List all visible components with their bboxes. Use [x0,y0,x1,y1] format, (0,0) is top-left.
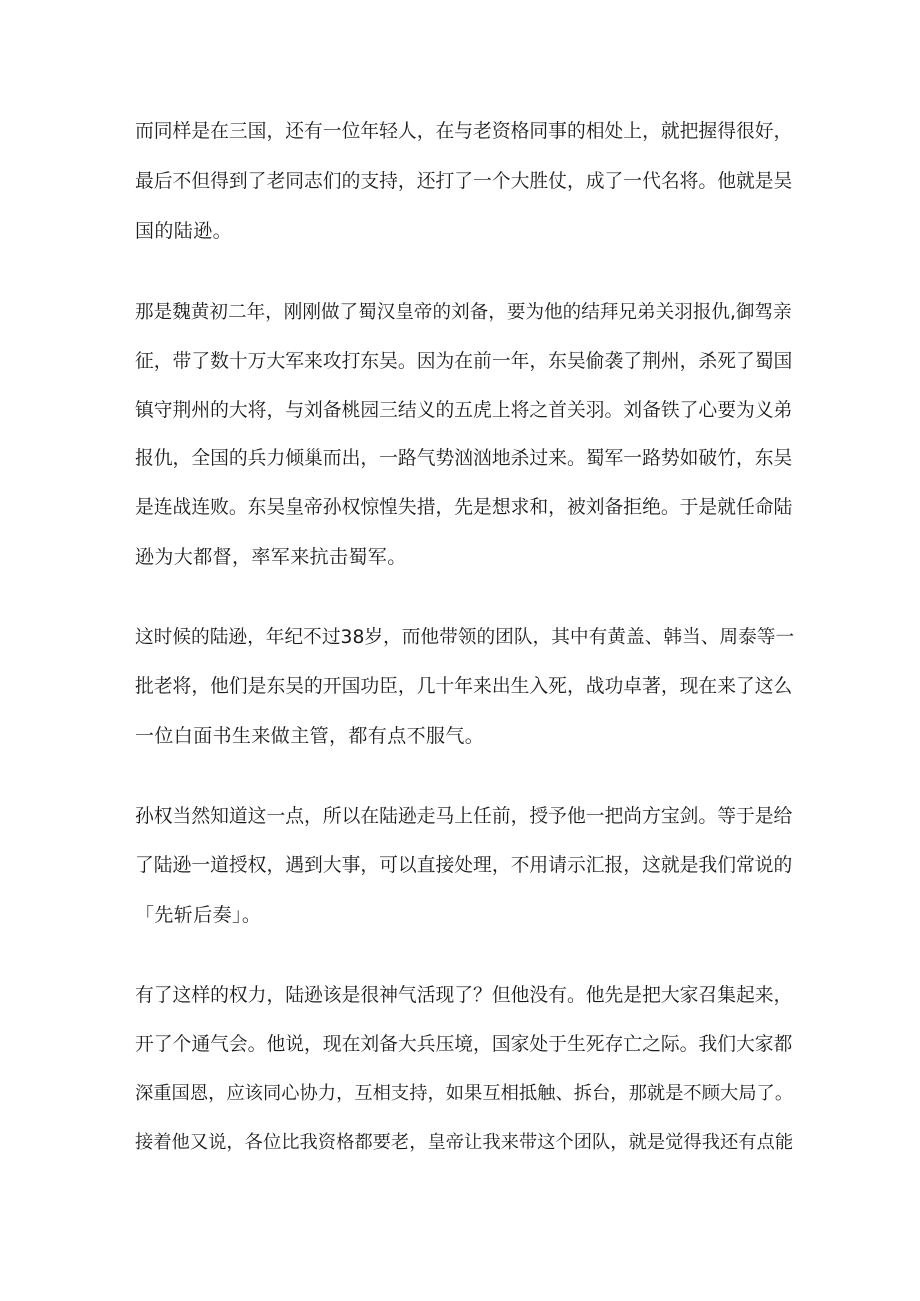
text-line: 最后不但得到了老同志们的支持，还打了一个大胜仗，成了一代名将。他就是吴 [135,171,793,192]
text-line: 一位白面书生来做主管，都有点不服气。 [135,725,485,747]
text-line: 批老将，他们是东吴的开国功臣，几十年来出生入死，战功卓著，现在来了这么 [135,676,793,697]
text-line: 孙权当然知道这一点，所以在陆逊走马上任前，授予他一把尚方宝剑。等于是给 [135,806,793,827]
text-line: 这时候的陆逊，年纪不过38岁，而他带领的团队，其中有黄盖、韩当、周泰等一 [135,627,795,648]
text-line: 开了个通气会。他说，现在刘备大兵压境，国家处于生死存亡之际。我们大家都 [135,1034,793,1055]
text-line: 深重国恩，应该同心协力，互相支持，如果互相抵触、拆台，那就是不顾大局了。 [135,1083,794,1104]
text-line: 接着他又说，各位比我资格都要老，皇帝让我来带这个团队，就是觉得我还有点能 [135,1132,794,1153]
text-line: 是连战连败。东吴皇帝孙权惊惶失措，先是想求和，被刘备拒绝。于是就任命陆 [135,497,793,518]
text-line: 镇守荆州的大将，与刘备桃园三结义的五虎上将之首关羽。刘备铁了心要为义弟 [135,400,793,421]
text-line: 有了这样的权力，陆逊该是很神气活现了？但他没有。他先是把大家召集起来， [135,985,793,1006]
text-line: 了陆逊一道授权，遇到大事，可以直接处理，不用请示汇报，这就是我们常说的 [135,855,793,876]
text-line: 「先斩后奏」。 [135,904,262,926]
text-line: 报仇，全国的兵力倾巢而出，一路气势汹汹地杀过来。蜀军一路势如破竹，东吴 [135,448,793,469]
text-line: 国的陆逊。 [135,220,233,242]
text-line: 那是魏黄初二年，刚刚做了蜀汉皇帝的刘备，要为他的结拜兄弟关羽报仇,御驾亲 [135,302,792,323]
text-line: 而同样是在三国，还有一位年轻人，在与老资格同事的相处上，就把握得很好， [135,121,793,142]
text-line: 征，带了数十万大军来攻打东吴。因为在前一年，东吴偷袭了荆州，杀死了蜀国 [135,351,793,372]
text-line: 逊为大都督，率军来抗击蜀军。 [135,546,407,568]
